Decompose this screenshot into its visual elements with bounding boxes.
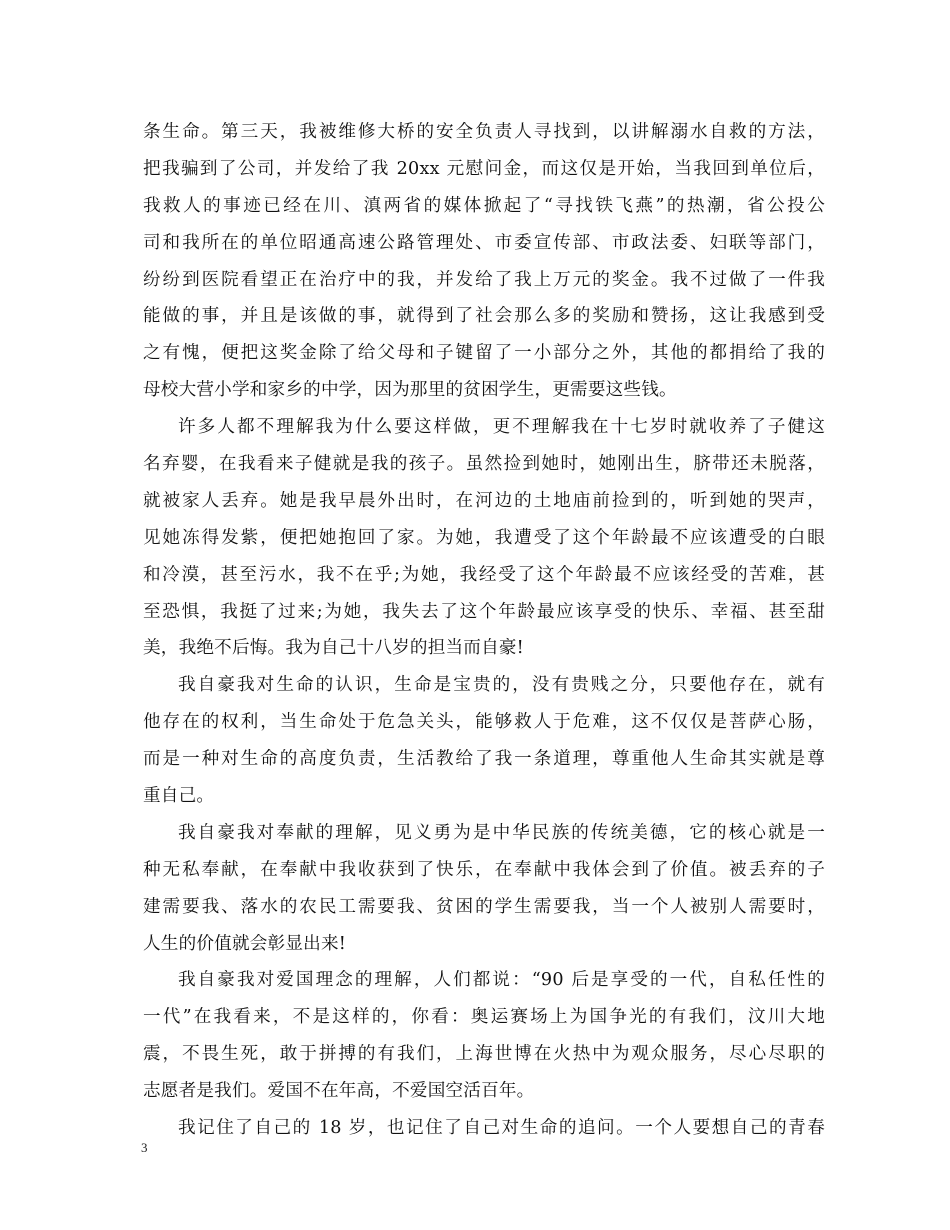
paragraph-first-line: 许多人都不理解我为什么要这样做，更不理解我在十七岁时就收养了子健这 (178, 417, 825, 438)
text-line: 名弃婴，在我看来子健就是我的孩子。虽然捡到她时，她刚出生，脐带还未脱落， (143, 454, 825, 475)
text-line: 而是一种对生命的高度负责，生活教给了我一条道理，尊重他人生命其实就是尊 (143, 749, 825, 770)
document-body (143, 114, 825, 1147)
paragraph-first-line: 我自豪我对奉献的理解，见义勇为是中华民族的传统美德，它的核心就是一 (178, 822, 825, 843)
page-number: 3 (141, 1140, 148, 1155)
text-line: 重自己。 (143, 786, 215, 807)
text-line: 美，我绝不后悔。我为自己十八岁的担当而自豪! (143, 638, 524, 659)
text-line: 他存在的权利，当生命处于危急关头，能够救人于危难，这不仅仅是菩萨心肠， (143, 712, 825, 733)
text-line: 志愿者是我们。爱国不在年高，不爱国空活百年。 (143, 1081, 535, 1102)
text-line: 纷纷到医院看望正在治疗中的我，并发给了我上万元的奖金。我不过做了一件我 (143, 269, 825, 290)
text-line: 建需要我、落水的农民工需要我、贫困的学生需要我，当一个人被别人需要时， (143, 896, 825, 917)
paragraph-first-line: 我自豪我对爱国理念的理解，人们都说：“90 后是享受的一代，自私任性的 (178, 970, 825, 991)
text-line: 之有愧，便把这奖金除了给父母和子键留了一小部分之外，其他的都捐给了我的 (143, 343, 825, 364)
text-line: 母校大营小学和家乡的中学，因为那里的贫困学生，更需要这些钱。 (143, 380, 677, 401)
text-line: 一代”在我看来，不是这样的，你看：奥运赛场上为国争光的有我们，汶川大地 (143, 1007, 825, 1028)
text-line: 震，不畏生死，敢于拼搏的有我们，上海世博在火热中为观众服务，尽心尽职的 (143, 1044, 825, 1065)
paragraph-first-line: 我记住了自己的 18 岁，也记住了自己对生命的追问。一个人要想自己的青春 (178, 1118, 825, 1139)
text-line: 见她冻得发紫，便把她抱回了家。为她，我遭受了这个年龄最不应该遭受的白眼 (143, 527, 825, 548)
text-line: 就被家人丢弃。她是我早晨外出时，在河边的土地庙前捡到的，听到她的哭声， (143, 490, 825, 511)
text-line: 司和我所在的单位昭通高速公路管理处、市委宣传部、市政法委、妇联等部门， (143, 232, 825, 253)
text-line: 至恐惧，我挺了过来;为她，我失去了这个年龄最应该享受的快乐、幸福、甚至甜 (143, 601, 825, 622)
paragraph-first-line: 我自豪我对生命的认识，生命是宝贵的，没有贵贱之分，只要他存在，就有 (178, 675, 825, 696)
text-line: 能做的事，并且是该做的事，就得到了社会那么多的奖励和赞扬，这让我感到受 (143, 306, 825, 327)
text-line: 和冷漠，甚至污水，我不在乎;为她，我经受了这个年龄最不应该经受的苦难，甚 (143, 564, 825, 585)
text-line: 我救人的事迹已经在川、滇两省的媒体掀起了“寻找铁飞燕”的热潮，省公投公 (143, 195, 825, 216)
text-line: 种无私奉献，在奉献中我收获到了快乐，在奉献中我体会到了价值。被丢弃的子 (143, 859, 825, 880)
text-line: 人生的价值就会彰显出来! (143, 933, 347, 954)
text-line: 条生命。第三天，我被维修大桥的安全负责人寻找到，以讲解溺水自救的方法， (143, 122, 825, 142)
text-line: 把我骗到了公司，并发给了我 20xx 元慰问金，而这仅是开始，当我回到单位后， (143, 158, 825, 179)
